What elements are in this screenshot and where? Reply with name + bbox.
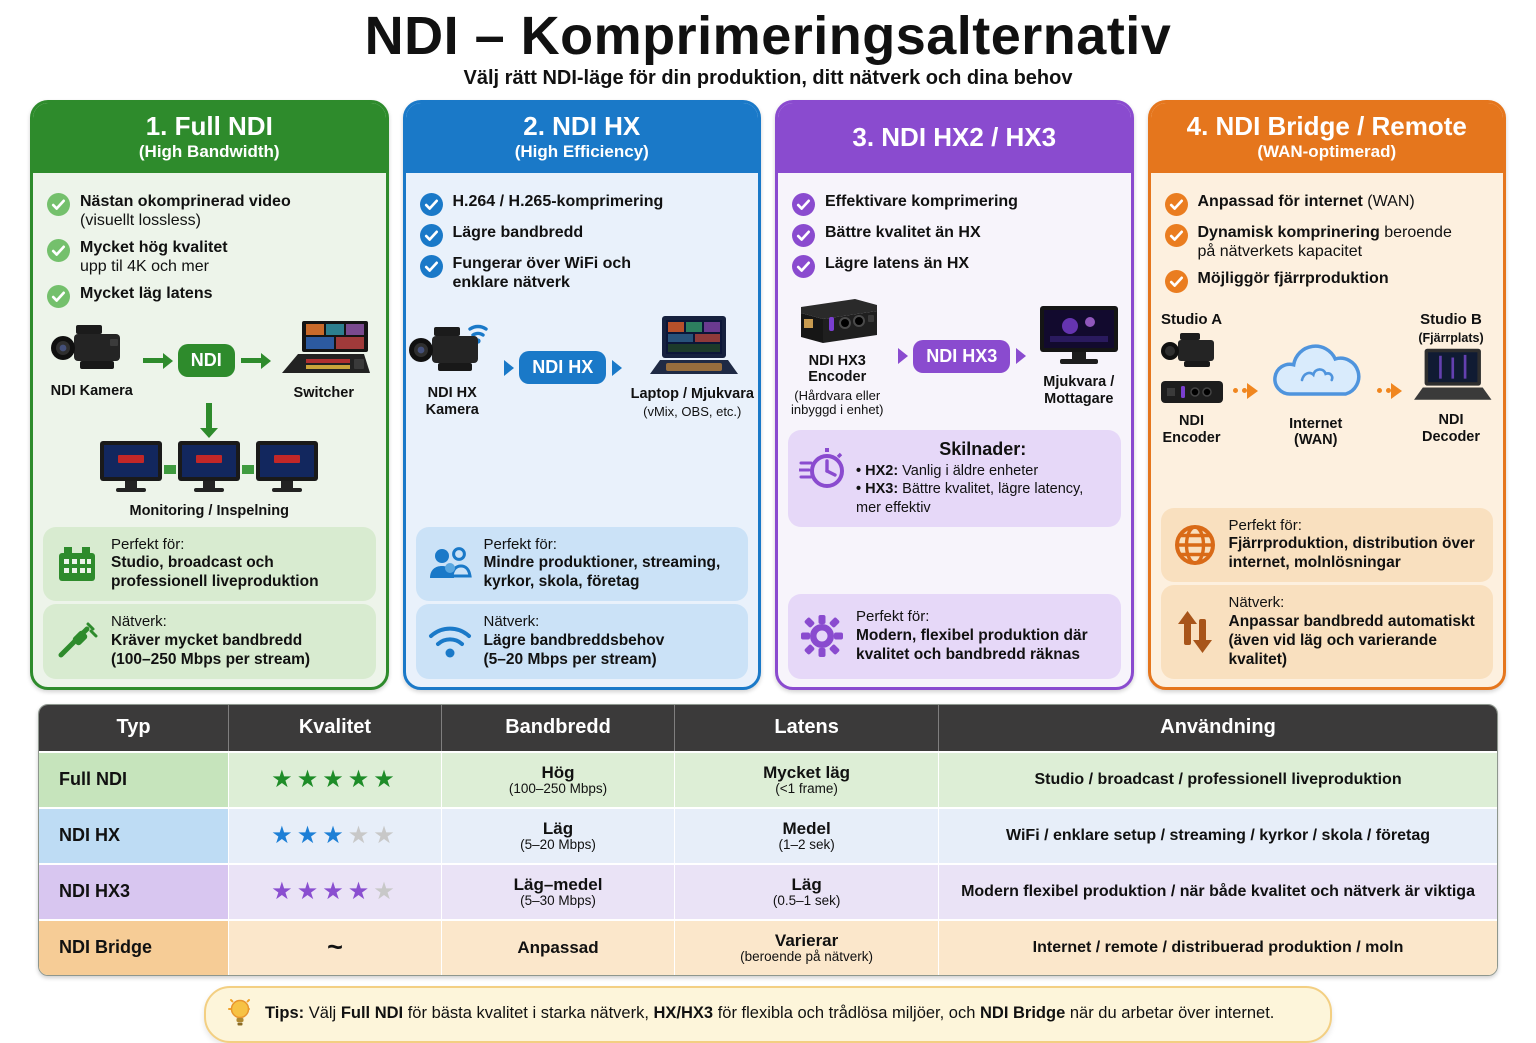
feature-list	[47, 185, 372, 315]
quality-stars: ★★★★★	[271, 821, 399, 849]
perfect-for-box	[43, 527, 376, 602]
card-title: 1. Full NDI	[145, 110, 273, 141]
feature-item	[792, 223, 1117, 247]
feature-item	[420, 254, 745, 293]
feature-text: Lägre bandbredd	[452, 223, 584, 241]
feature-text: Effektivare komprimering	[825, 192, 1018, 210]
hx3-flow-diagram	[786, 295, 1123, 418]
cards-row	[0, 90, 1536, 690]
feature-list	[792, 185, 1117, 285]
network-box	[43, 604, 376, 679]
encoder-box-icon	[791, 295, 883, 350]
quality-stars: ★★★★★	[271, 765, 399, 793]
feature-item	[1165, 192, 1490, 216]
table-row-full-ndi: Full NDI ★★★★★ Hög (100–250 Mbps) Mycket läg (<1 frame) Studio / broadcast / professionell liveproduktion	[39, 752, 1497, 808]
link-bar	[164, 465, 176, 474]
table-row-ndi-bridge: NDI Bridge ~ Anpassad Varierar (beroende på nätverk) Internet / remote / distribuerad produktion / moln	[39, 920, 1497, 975]
feature-text: Lägre latens än HX	[825, 254, 970, 272]
table-row-ndi-hx3: NDI HX3 ★★★★★ Läg–medel (5–30 Mbps) Läg (0.5–1 sek) Modern flexibel produktion / när både kvalitet och nätverk är viktiga	[39, 864, 1497, 920]
differences-box	[788, 430, 1121, 528]
feature-text: Fungerar över WiFi och enklare nätverk	[452, 254, 632, 292]
card-ndi-hx-header	[406, 103, 759, 173]
network-box	[1161, 585, 1494, 678]
wifi-icon	[427, 622, 473, 660]
difference-item: • HX3: Bättre kvalitet, lägre latency, mer effektiv	[856, 480, 1110, 518]
perfect-for-text: Perfekt för: Studio, broadcast och professionell liveproduktion	[111, 535, 319, 591]
feature-item	[1165, 223, 1490, 262]
card-ndi-hx	[403, 100, 762, 690]
check-icon	[792, 224, 815, 247]
card-title: 2. NDI HX	[523, 110, 641, 141]
check-icon	[1165, 193, 1188, 216]
col-header-latens: Latens	[675, 705, 939, 752]
perfect-for-box	[788, 594, 1121, 679]
page-subtitle: Välj rätt NDI-läge för din produktion, ditt nätverk och dina behov	[463, 66, 1073, 89]
gear-icon	[799, 615, 845, 657]
feature-text: Nästan okomprinerad video (visuellt lossless)	[80, 192, 291, 230]
table-header-row	[39, 705, 1497, 752]
studio-a: Studio A NDI Encoder	[1159, 312, 1225, 447]
receiver-monitor: Mjukvara / Mottagare	[1031, 304, 1126, 407]
tips-text: Tips: Välj Full NDI för bästa kvalitet i starka nätverk, HX/HX3 för flexibla och trådlösa miljöer, och NDI Bridge när du arbetar över internet.	[265, 1004, 1275, 1023]
check-icon	[47, 193, 70, 216]
feature-item	[792, 254, 1117, 278]
check-icon	[792, 193, 815, 216]
feature-text: Dynamisk komprinering beroende på nätverkets kapacitet	[1197, 223, 1452, 261]
card-full-ndi-header	[33, 103, 386, 173]
check-icon	[420, 193, 443, 216]
quality-stars: ~	[327, 932, 343, 963]
card-full-ndi	[30, 100, 389, 690]
check-icon	[420, 255, 443, 278]
card-body	[33, 173, 386, 687]
up-down-arrows-icon	[1172, 611, 1218, 653]
feature-text: H.264 / H.265-komprimering	[452, 192, 664, 210]
lightbulb-icon	[228, 996, 252, 1033]
laptop-icon	[1407, 348, 1495, 409]
studio-b: Studio B (Fjärrplats) NDI Decoder	[1407, 312, 1495, 446]
feature-text: Mycket läg latens	[80, 284, 213, 302]
card-subtitle: (WAN-optimerad)	[1257, 141, 1397, 161]
perfect-for-text: Perfekt för: Fjärrproduktion, distribution över internet, molnlösningar	[1228, 516, 1475, 572]
check-icon	[1165, 224, 1188, 247]
laptop-icon	[642, 316, 742, 383]
hx3-encoder: NDI HX3 Encoder (Hårdvara eller inbyggd i enhet)	[782, 295, 892, 418]
page-title: NDI – Komprimeringsalternativ	[364, 6, 1172, 66]
ndi-hx3-badge: NDI HX3	[913, 340, 1010, 373]
card-title: 4. NDI Bridge / Remote	[1186, 110, 1467, 141]
feature-text: Möjliggör fjärrproduktion	[1197, 269, 1389, 287]
feature-text: Anpassad för internet (WAN)	[1197, 192, 1415, 210]
feature-item	[420, 223, 745, 247]
differences-text: Skilnader: • HX2: Vanlig i äldre enheter • HX3: Bättre kvalitet, lägre latency, mer effektiv	[856, 439, 1110, 519]
card-body	[778, 173, 1131, 687]
feature-item	[420, 192, 745, 216]
check-icon	[47, 285, 70, 308]
check-icon	[47, 239, 70, 262]
internet-wan: Internet (WAN)	[1263, 338, 1369, 449]
card-subtitle: (High Efficiency)	[514, 141, 649, 161]
col-header-bandbredd: Bandbredd	[441, 705, 674, 752]
feature-item	[47, 238, 372, 277]
network-text: Nätverk: Kräver mycket bandbredd (100–250 Mbps per stream)	[111, 613, 311, 668]
arrow-down-icon	[206, 403, 212, 429]
monitor-wall	[41, 439, 378, 500]
cloud-icon	[1263, 338, 1369, 413]
monitor-icon	[98, 439, 164, 500]
comparison-table	[38, 704, 1498, 976]
card-body	[406, 173, 759, 687]
difference-item: • HX2: Vanlig i äldre enheter	[856, 462, 1110, 481]
switcher-icon	[276, 321, 372, 382]
full-ndi-flow-diagram	[41, 321, 378, 520]
check-icon	[1165, 270, 1188, 293]
col-header-kvalitet: Kvalitet	[229, 705, 442, 752]
feature-list	[1165, 185, 1490, 300]
monitor-icon	[254, 439, 320, 500]
monitor-icon	[176, 439, 242, 500]
card-body	[1151, 173, 1504, 687]
feature-text: Bättre kvalitet än HX	[825, 223, 981, 241]
perfect-for-text: Perfekt för: Modern, flexibel produktion där kvalitet och bandbredd räknas	[856, 608, 1088, 663]
feature-item	[47, 284, 372, 308]
table-row-ndi-hx: NDI HX ★★★★★ Läg (5–20 Mbps) Medel (1–2 sek) WiFi / enklare setup / streaming / kyrkor / skola / företag	[39, 808, 1497, 864]
stopwatch-icon	[799, 447, 845, 491]
dotted-arrow-icon	[1377, 388, 1391, 393]
card-ndi-bridge	[1148, 100, 1507, 690]
feature-text: Mycket hög kvalitet upp til 4K och mer	[80, 238, 228, 276]
feature-item	[47, 192, 372, 231]
camera-icon	[50, 323, 134, 380]
studio-building-icon	[54, 545, 100, 583]
dotted-arrow-icon	[1233, 388, 1247, 393]
bridge-wan-diagram	[1159, 312, 1496, 449]
ndi-hx-badge: NDI HX	[519, 351, 606, 384]
col-header-typ: Typ	[39, 705, 229, 752]
card-ndi-hx2-hx3-header	[778, 103, 1131, 173]
camera-icon	[1160, 331, 1224, 376]
ndi-camera: NDI Kamera	[47, 323, 137, 400]
tips-bar	[204, 986, 1332, 1043]
globe-icon	[1172, 524, 1218, 566]
ndi-badge: NDI	[178, 344, 235, 377]
perfect-for-box	[1161, 508, 1494, 583]
card-title: 3. NDI HX2 / HX3	[852, 121, 1057, 152]
ndi-hx-camera: NDI HX Kamera	[406, 317, 498, 418]
card-ndi-bridge-header	[1151, 103, 1504, 173]
check-icon	[420, 224, 443, 247]
col-header-anvandning: Användning	[939, 705, 1497, 752]
feature-list	[420, 185, 745, 300]
switcher: Switcher	[276, 321, 372, 402]
feature-item	[792, 192, 1117, 216]
perfect-for-text: Perfekt för: Mindre produktioner, streaming, kyrkor, skola, företag	[483, 535, 721, 591]
people-icon	[427, 546, 473, 582]
camera-wifi-icon	[406, 317, 498, 382]
arrow-icon	[241, 358, 261, 363]
network-box	[416, 604, 749, 679]
network-text: Nätverk: Anpassar bandbredd automatiskt (även vid läg och varierande kvalitet)	[1228, 594, 1475, 668]
laptop-software: Laptop / Mjukvara (vMix, OBS, etc.)	[627, 316, 757, 420]
check-icon	[792, 255, 815, 278]
card-subtitle: (High Bandwidth)	[138, 141, 280, 161]
network-text: Nätverk: Lägre bandbreddsbehov (5–20 Mbps per stream)	[483, 613, 665, 668]
perfect-for-box	[416, 527, 749, 602]
monitoring-label: Monitoring / Inspelning	[129, 503, 289, 520]
encoder-box-icon	[1159, 379, 1225, 410]
feature-item	[1165, 269, 1490, 293]
link-bar	[242, 465, 254, 474]
cable-plug-icon	[54, 621, 100, 661]
quality-stars: ★★★★★	[271, 877, 399, 905]
arrow-icon	[143, 358, 163, 363]
card-ndi-hx2-hx3	[775, 100, 1134, 690]
ndi-hx-flow-diagram	[414, 316, 754, 420]
monitor-icon	[1036, 304, 1122, 371]
